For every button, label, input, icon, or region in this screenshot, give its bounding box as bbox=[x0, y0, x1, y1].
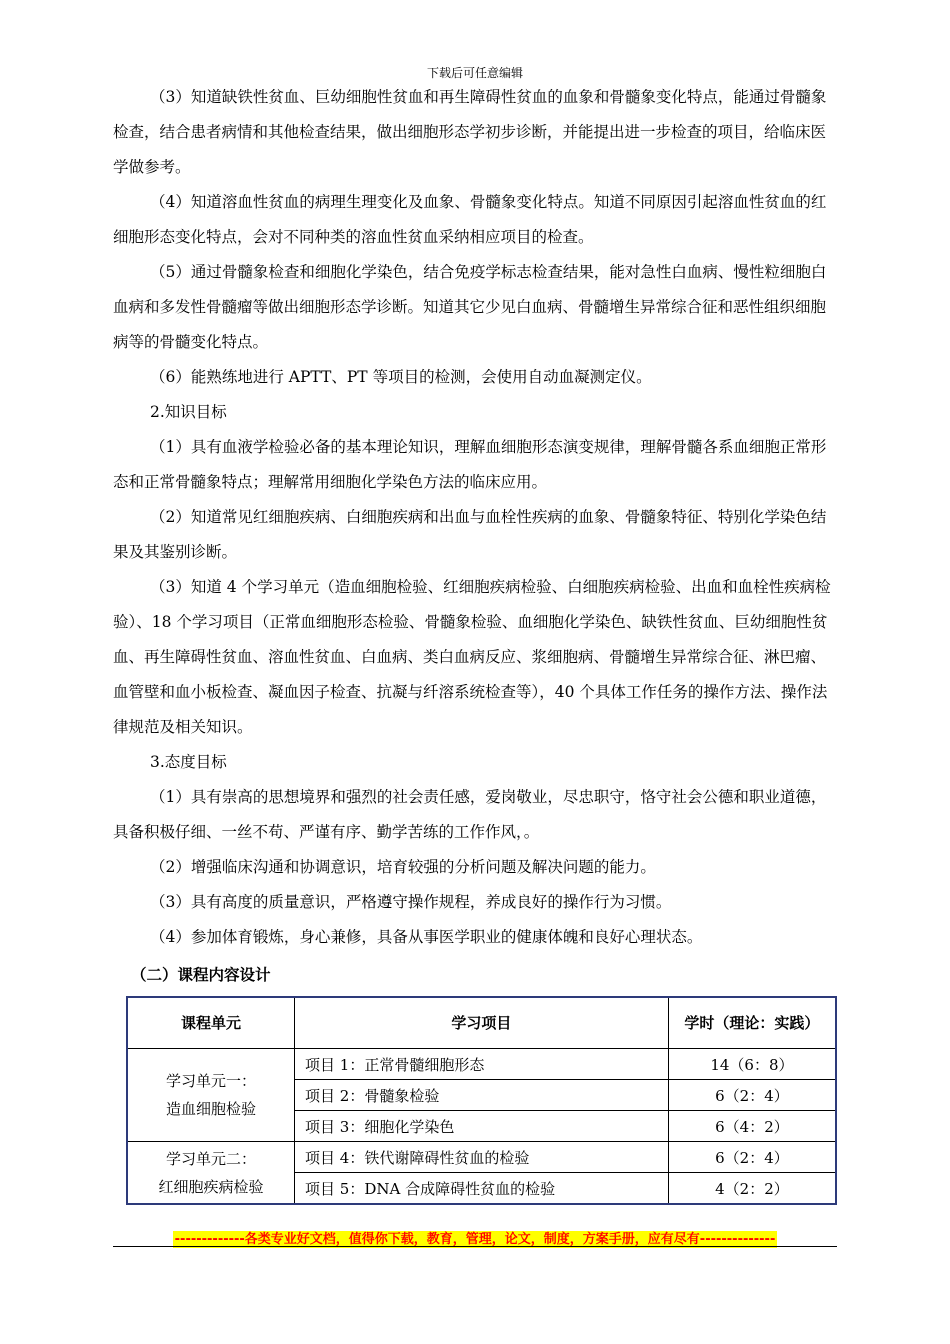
paragraph: （4）知道溶血性贫血的病理生理变化及血象、骨髓象变化特点。知道不同原因引起溶血性贫血的红细胞形态变化特点，会对不同种类的溶血性贫血采纳相应项目的检查。 bbox=[113, 193, 827, 246]
hours-cell: 6（2：4） bbox=[668, 1142, 836, 1173]
unit-label: 学习单元二： bbox=[166, 1149, 257, 1168]
item-cell: 项目 1：正常骨髓细胞形态 bbox=[295, 1049, 669, 1080]
footer-banner bbox=[0, 1228, 950, 1247]
unit-label: 学习单元一： bbox=[166, 1072, 257, 1090]
hours-cell: 4（2：2） bbox=[668, 1173, 836, 1205]
hours-cell: 6（4：2） bbox=[668, 1111, 836, 1142]
item-cell: 项目 4：铁代谢障碍性贫血的检验 bbox=[295, 1142, 669, 1173]
subheading-knowledge: 2.知识目标 bbox=[150, 403, 227, 421]
unit-cell bbox=[127, 1049, 295, 1142]
paragraph: （4）参加体育锻炼，身心兼修，具备从事医学职业的健康体魄和良好心理状态。 bbox=[150, 928, 703, 946]
subheading-attitude: 3.态度目标 bbox=[150, 753, 227, 771]
body-text bbox=[113, 80, 837, 955]
unit-name: 红细胞疾病检验 bbox=[158, 1177, 264, 1196]
header-unit: 课程单元 bbox=[127, 997, 295, 1049]
paragraph: （2）知道常见红细胞疾病、白细胞疾病和出血与血栓性疾病的血象、骨髓象特征、特别化学染色结果及其鉴别诊断。 bbox=[113, 508, 827, 561]
footer-divider bbox=[113, 1246, 837, 1247]
hours-cell: 6（2：4） bbox=[668, 1080, 836, 1111]
header-item: 学习项目 bbox=[295, 997, 669, 1049]
paragraph: （1）具有崇高的思想境界和强烈的社会责任感，爱岗敬业，尽忠职守，恪守社会公德和职业道德，具备积极仔细、一丝不苟、严谨有序、勤学苦练的工作作风，。 bbox=[113, 788, 827, 841]
table-header-row bbox=[127, 997, 836, 1049]
page-header: 下载后可任意编辑 bbox=[426, 66, 523, 80]
item-cell: 项目 3：细胞化学染色 bbox=[295, 1111, 669, 1142]
footer-banner-text: -------------各类专业好文档，值得你下载，教育，管理，论文，制度，方案手册，应有尽有-------------- bbox=[174, 1232, 776, 1247]
paragraph: （6）能熟练地进行 APTT、PT 等项目的检测，会使用自动血凝测定仪。 bbox=[150, 368, 652, 386]
paragraph: （3）具有高度的质量意识，严格遵守操作规程，养成良好的操作行为习惯。 bbox=[150, 893, 672, 911]
course-content-table bbox=[126, 996, 837, 1205]
header-hours: 学时（理论：实践） bbox=[668, 997, 836, 1049]
hours-cell: 14（6：8） bbox=[668, 1049, 836, 1080]
item-cell: 项目 2：骨髓象检验 bbox=[295, 1080, 669, 1111]
unit-cell bbox=[127, 1142, 295, 1205]
table-row bbox=[127, 1049, 836, 1080]
item-cell: 项目 5：DNA 合成障碍性贫血的检验 bbox=[295, 1173, 669, 1205]
paragraph: （1）具有血液学检验必备的基本理论知识，理解血细胞形态演变规律，理解骨髓各系血细胞正常形态和正常骨髓象特点；理解常用细胞化学染色方法的临床应用。 bbox=[113, 438, 827, 491]
paragraph: （2）增强临床沟通和协调意识，培育较强的分析问题及解决问题的能力。 bbox=[150, 858, 656, 876]
unit-name: 造血细胞检验 bbox=[166, 1100, 257, 1118]
paragraph: （5）通过骨髓象检查和细胞化学染色，结合免疫学标志检查结果，能对急性白血病、慢性粒细胞白血病和多发性骨髓瘤等做出细胞形态学诊断。知道其它少见白血病、骨髓增生异常综合征和恶性组织细胞病等的骨髓变化特点。 bbox=[113, 263, 827, 351]
paragraph: （3）知道 4 个学习单元（造血细胞检验、红细胞疾病检验、白细胞疾病检验、出血和血栓性疾病检验）、18 个学习项目（正常血细胞形态检验、骨髓象检验、血细胞化学染色、缺铁性贫血、巨幼细胞性贫血、再生障碍性贫血、溶血性贫血、白血病、类白血病反应、浆细胞病、骨髓增生异常综合征、淋巴瘤、血管壁和血小板检查、凝血因子检查、抗凝与纤溶系统检查等），40 个具体工作任务的操作方法、操作法律规范及相关知识。 bbox=[113, 578, 831, 736]
paragraph: （3）知道缺铁性贫血、巨幼细胞性贫血和再生障碍性贫血的血象和骨髓象变化特点，能通过骨髓象检查，结合患者病情和其他检查结果，做出细胞形态学初步诊断，并能提出进一步检查的项目，给临床医学做参考。 bbox=[113, 88, 827, 176]
table-row bbox=[127, 1142, 836, 1173]
section-title: （二）课程内容设计 bbox=[131, 966, 271, 984]
